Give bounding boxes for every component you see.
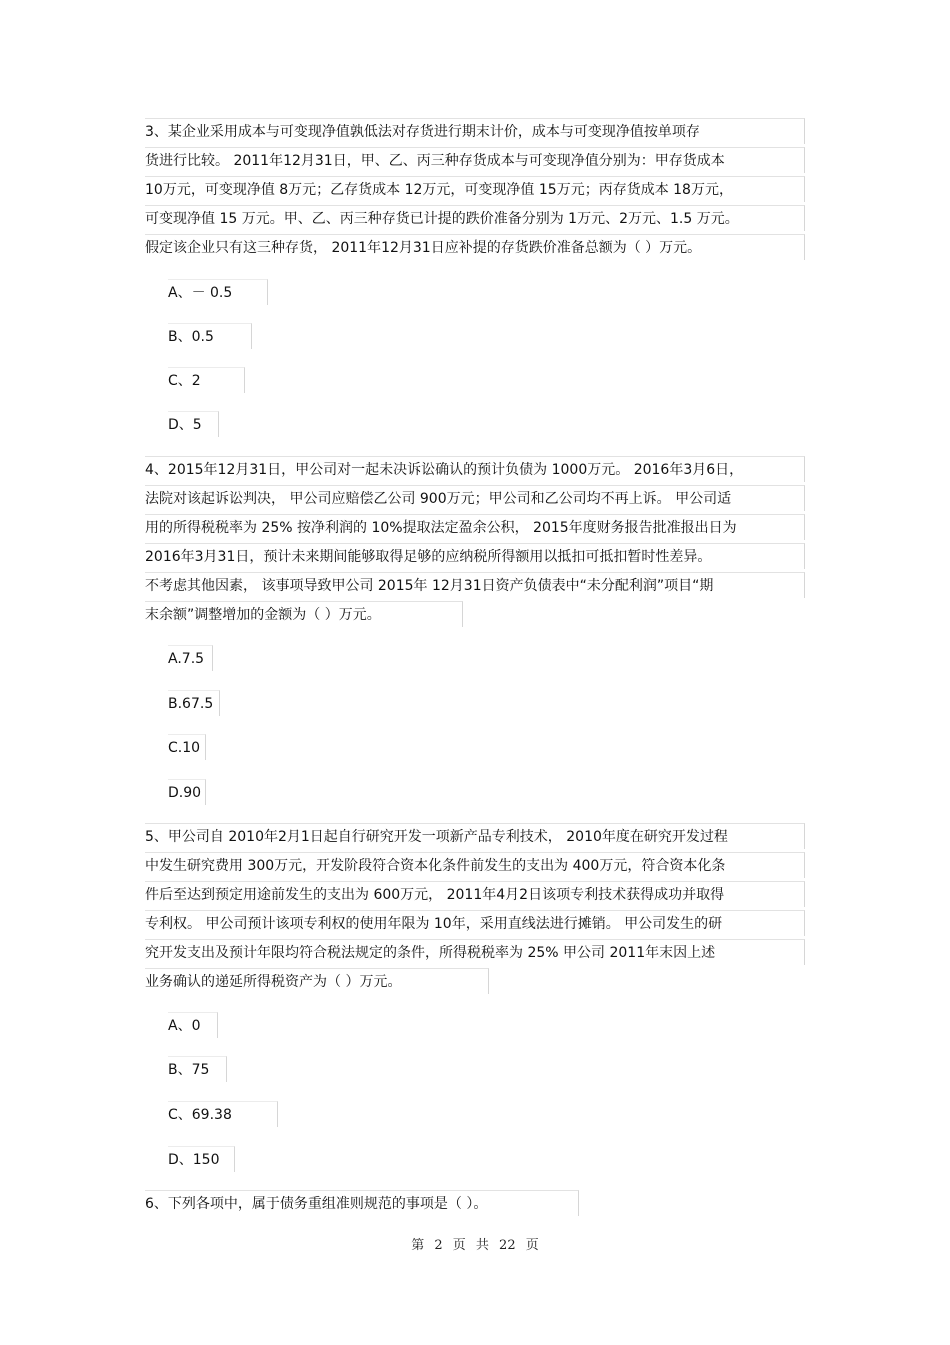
question-5-option-c: C、69.38: [168, 1101, 278, 1127]
question-4-option-c: C.10: [168, 734, 206, 760]
question-3-option-c: C、2: [168, 367, 245, 393]
question-5-option-d: D、150: [168, 1146, 235, 1172]
question-3-line-4: 可变现净值 15 万元。甲、乙、丙三种存货已计提的跌价准备分别为 1万元、2万元、1.5 万元。: [145, 205, 805, 231]
question-4-option-a: A.7.5: [168, 645, 213, 671]
question-5-line-6: 业务确认的递延所得税资产为（ ）万元。: [145, 968, 489, 994]
question-3-line-3: 10万元，可变现净值 8万元；乙存货成本 12万元，可变现净值 15万元；丙存货成本 18万元，: [145, 176, 805, 202]
question-5-line-4: 专利权。 甲公司预计该项专利权的使用年限为 10年，采用直线法进行摊销。 甲公司发生的研: [145, 910, 805, 936]
question-5-option-b: B、75: [168, 1056, 227, 1082]
question-5-line-2: 中发生研究费用 300万元，开发阶段符合资本化条件前发生的支出为 400万元，符合资本化条: [145, 852, 805, 878]
question-4-option-d: D.90: [168, 779, 206, 805]
question-6-line-1: 6、下列各项中，属于债务重组准则规范的事项是（ ）。: [145, 1190, 579, 1216]
question-4-line-1: 4、2015年12月31日，甲公司对一起未决诉讼确认的预计负债为 1000万元。 2016年3月6日，: [145, 456, 805, 482]
question-3-line-1: 3、某企业采用成本与可变现净值孰低法对存货进行期末计价，成本与可变现净值按单项存: [145, 118, 805, 144]
question-4-line-3: 用的所得税税率为 25% 按净利润的 10%提取法定盈余公积， 2015年度财务报告批准报出日为: [145, 514, 805, 540]
question-3-option-a: A、－ 0.5: [168, 279, 268, 305]
page-number-footer: 第 2 页 共 22 页: [411, 1238, 539, 1253]
question-3-option-b: B、0.5: [168, 323, 252, 349]
question-3-option-d: D、5: [168, 411, 219, 437]
question-5-line-3: 件后至达到预定用途前发生的支出为 600万元， 2011年4月2日该项专利技术获得成功并取得: [145, 881, 805, 907]
question-4-line-5: 不考虑其他因素， 该事项导致甲公司 2015年 12月31日资产负债表中“未分配利润”项目“期: [145, 572, 805, 598]
question-4-line-2: 法院对该起诉讼判决， 甲公司应赔偿乙公司 900万元；甲公司和乙公司均不再上诉。 甲公司适: [145, 485, 805, 511]
question-3-line-2: 货进行比较。 2011年12月31日，甲、乙、丙三种存货成本与可变现净值分别为：甲存货成本: [145, 147, 805, 173]
question-5-option-a: A、0: [168, 1012, 218, 1038]
question-5-line-1: 5、甲公司自 2010年2月1日起自行研究开发一项新产品专利技术， 2010年度在研究开发过程: [145, 823, 805, 849]
question-3-line-5: 假定该企业只有这三种存货， 2011年12月31日应补提的存货跌价准备总额为（ ）万元。: [145, 234, 805, 260]
question-4-option-b: B.67.5: [168, 690, 220, 716]
question-4-line-4: 2016年3月31日，预计未来期间能够取得足够的应纳税所得额用以抵扣可抵扣暂时性差异。: [145, 543, 805, 569]
question-5-line-5: 究开发支出及预计年限均符合税法规定的条件，所得税税率为 25% 甲公司 2011年末因上述: [145, 939, 805, 965]
question-4-line-6: 末余额”调整增加的金额为（ ）万元。: [145, 601, 463, 627]
